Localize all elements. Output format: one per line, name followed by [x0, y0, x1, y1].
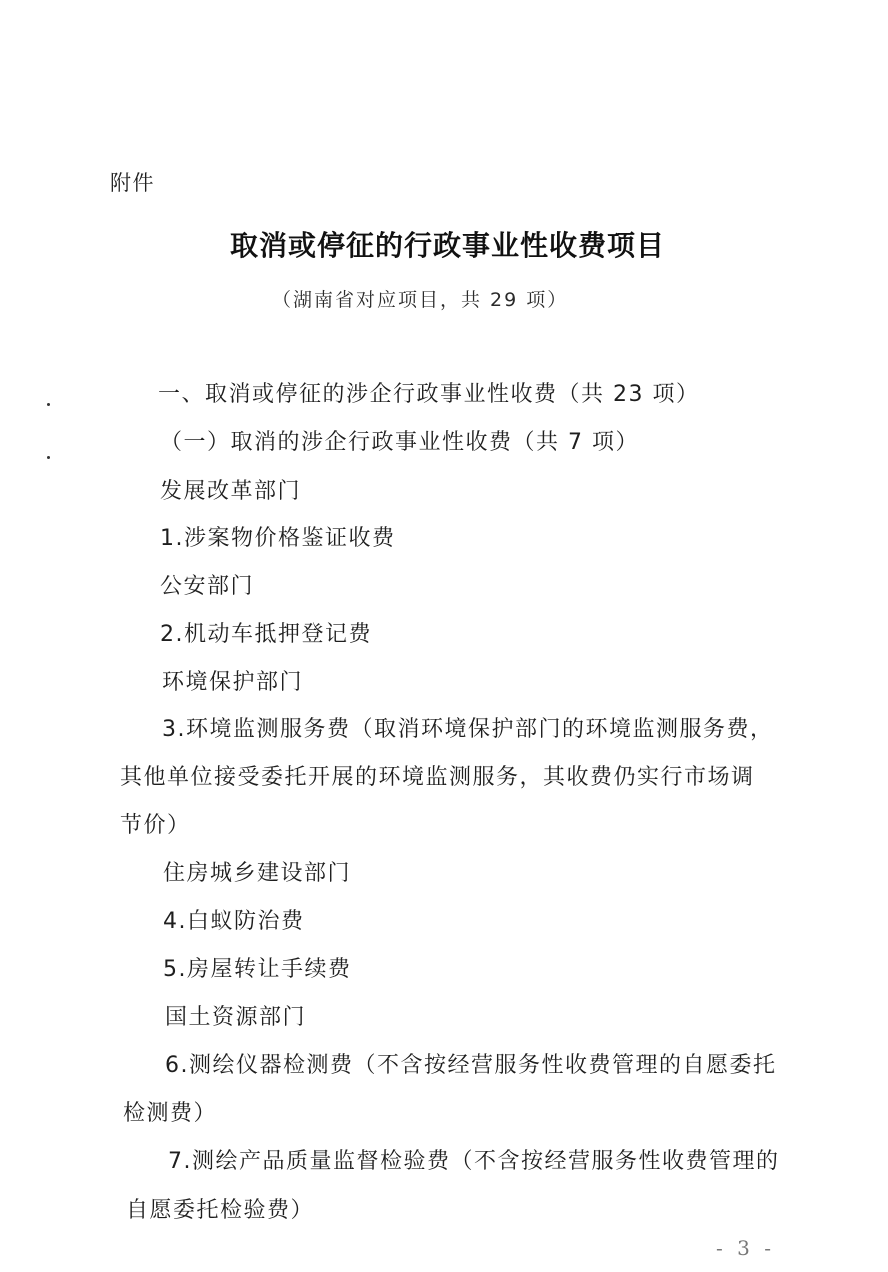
list-item-continuation: 节价） [120, 813, 191, 838]
list-item-continuation: 自愿委托检验费） [126, 1198, 315, 1223]
department-heading: 发展改革部门 [160, 479, 302, 504]
scan-speck [47, 403, 50, 406]
list-item: 4.白蚁防治费 [163, 909, 305, 934]
scan-speck [47, 456, 50, 459]
list-item: 2.机动车抵押登记费 [160, 622, 372, 647]
document-subtitle: （湖南省对应项目，共 29 项） [272, 289, 569, 311]
document-title: 取消或停征的行政事业性收费项目 [230, 229, 666, 262]
list-item-continuation: 检测费） [123, 1101, 218, 1126]
department-heading: 公安部门 [160, 574, 255, 599]
list-item: 3.环境监测服务费（取消环境保护部门的环境监测服务费， [162, 717, 774, 742]
department-heading: 环境保护部门 [162, 670, 304, 695]
list-item: 1.涉案物价格鉴证收费 [160, 526, 396, 551]
list-item: 7.测绘产品质量监督检验费（不含按经营服务性收费管理的 [168, 1149, 780, 1174]
list-item: 5.房屋转让手续费 [163, 957, 352, 982]
attachment-label: 附件 [110, 171, 155, 195]
section-heading: 一、取消或停征的涉企行政事业性收费（共 23 项） [158, 382, 700, 407]
department-heading: 住房城乡建设部门 [163, 861, 352, 886]
subsection-heading: （一）取消的涉企行政事业性收费（共 7 项） [160, 430, 639, 455]
department-heading: 国土资源部门 [165, 1005, 307, 1030]
list-item-continuation: 其他单位接受委托开展的环境监测服务，其收费仍实行市场调 [120, 765, 755, 790]
list-item: 6.测绘仪器检测费（不含按经营服务性收费管理的自愿委托 [165, 1053, 777, 1078]
page-number: - 3 - [716, 1236, 775, 1260]
